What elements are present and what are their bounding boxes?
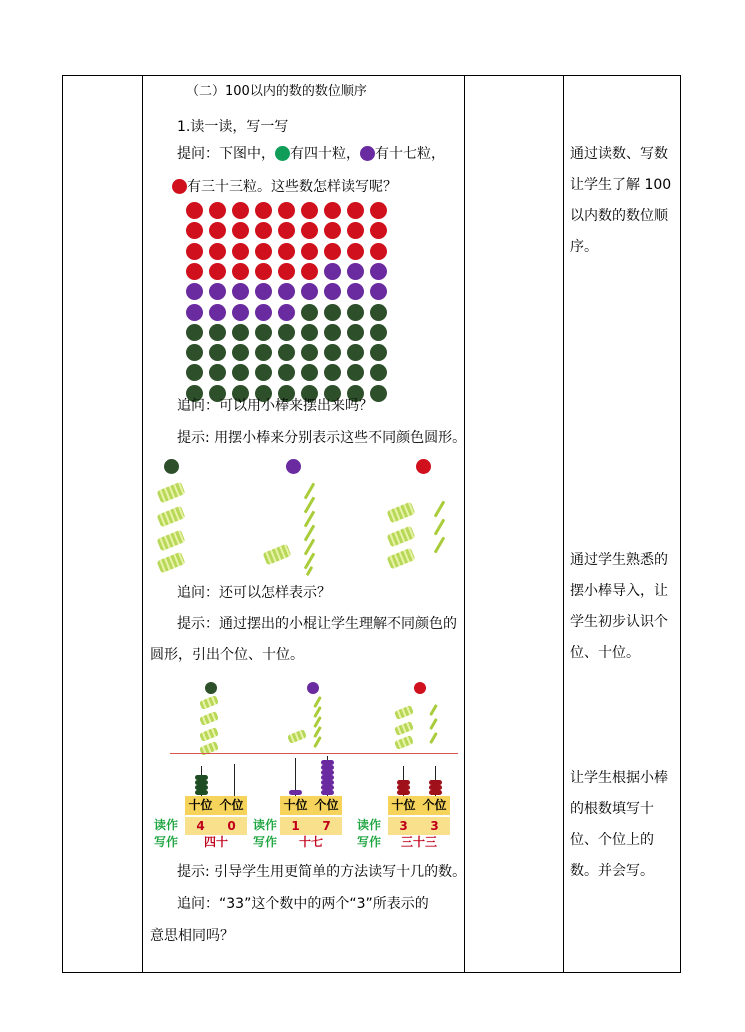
follow-up-1: 追问：可以用小棒来摆出来吗？ bbox=[177, 398, 373, 414]
stick-bundle-icon bbox=[394, 735, 414, 750]
purple-dot bbox=[232, 283, 249, 300]
place-value-table-1 bbox=[185, 796, 247, 835]
green-dot bbox=[347, 304, 364, 321]
stick-icon bbox=[429, 732, 438, 744]
red-dot bbox=[209, 222, 226, 239]
column-divider bbox=[142, 76, 143, 972]
green-dot bbox=[347, 364, 364, 381]
hint-2-line-2: 圆形，引出个位、十位。 bbox=[150, 647, 304, 663]
purple-dot bbox=[255, 304, 272, 321]
purple-dot bbox=[186, 283, 203, 300]
column-divider bbox=[563, 76, 564, 972]
stick-bundle-icon bbox=[387, 502, 416, 524]
ones-digit: 0 bbox=[227, 819, 236, 833]
purple-dot bbox=[278, 304, 295, 321]
question-line-2 bbox=[172, 177, 397, 197]
red-dot bbox=[186, 263, 203, 280]
green-dot bbox=[255, 344, 272, 361]
red-dot bbox=[278, 243, 295, 260]
red-dot bbox=[255, 243, 272, 260]
design-note-1: 通过读数、写数让学生了解 100 以内数的数位顺序。 bbox=[570, 146, 672, 255]
number-words: 三十三 bbox=[400, 835, 437, 849]
read-label: 读作 bbox=[357, 818, 382, 832]
green-dot bbox=[347, 344, 364, 361]
red-dot bbox=[278, 222, 295, 239]
purple-dot bbox=[324, 283, 341, 300]
tens-digit: 1 bbox=[291, 819, 300, 833]
purple-ball-icon bbox=[286, 459, 301, 474]
stick-bundle-icon bbox=[287, 729, 307, 744]
red-dot bbox=[209, 243, 226, 260]
purple-dot bbox=[278, 283, 295, 300]
red-dot bbox=[370, 222, 387, 239]
purple-dot bbox=[324, 263, 341, 280]
abacus-bead bbox=[321, 790, 334, 795]
write-label: 写作 bbox=[154, 835, 179, 849]
write-label: 写作 bbox=[357, 835, 382, 849]
red-dot-icon bbox=[172, 179, 187, 194]
stick-bundle-icon bbox=[199, 711, 219, 726]
write-label: 写作 bbox=[253, 835, 278, 849]
question-text-2: 有三十三粒。这些数怎样读写呢？ bbox=[187, 179, 397, 195]
subtitle: 1.读一读，写一写 bbox=[177, 119, 289, 135]
stick-icon bbox=[429, 718, 438, 730]
read-label: 读作 bbox=[253, 818, 278, 832]
purple-dot bbox=[232, 304, 249, 321]
red-dot bbox=[301, 263, 318, 280]
ones-header: 个位 bbox=[422, 798, 447, 812]
red-dot bbox=[232, 222, 249, 239]
stick-bundle-icon bbox=[394, 705, 414, 720]
place-value-table-2 bbox=[280, 796, 342, 835]
green-dot bbox=[209, 324, 226, 341]
abacus-bead bbox=[195, 790, 208, 795]
green-dot bbox=[232, 344, 249, 361]
green-dot bbox=[370, 364, 387, 381]
red-dot bbox=[209, 263, 226, 280]
stick-bundle-icon bbox=[394, 721, 414, 736]
red-dot bbox=[301, 222, 318, 239]
green-dot bbox=[255, 364, 272, 381]
red-dot bbox=[324, 202, 341, 219]
tens-header: 十位 bbox=[391, 798, 416, 812]
question-line-1 bbox=[177, 144, 445, 164]
purple-dot bbox=[255, 283, 272, 300]
purple-dot bbox=[347, 283, 364, 300]
section-title: （二）100以内的数的数位顺序 bbox=[186, 84, 367, 99]
stick-bundle-icon bbox=[387, 526, 416, 548]
stick-icon bbox=[429, 704, 438, 716]
green-dot bbox=[209, 344, 226, 361]
hint-3: 提示: 引导学生用更简单的方法读写十几的数。 bbox=[177, 864, 467, 880]
purple-ball-icon bbox=[307, 682, 319, 694]
ones-header: 个位 bbox=[314, 798, 339, 812]
red-dot bbox=[370, 202, 387, 219]
green-dot bbox=[278, 364, 295, 381]
stick-bundle-icon bbox=[387, 548, 416, 570]
purple-dot bbox=[186, 304, 203, 321]
green-dot bbox=[209, 364, 226, 381]
red-dot bbox=[324, 243, 341, 260]
hint-1: 提示: 用摆小棒来分别表示这些不同颜色圆形。 bbox=[177, 430, 467, 446]
green-ball-icon bbox=[164, 459, 179, 474]
stick-bundle-icon bbox=[199, 695, 219, 710]
green-dot bbox=[301, 364, 318, 381]
green-ball-icon bbox=[205, 682, 217, 694]
place-value-illustration bbox=[150, 676, 460, 856]
place-value-table-3 bbox=[388, 796, 450, 835]
purple-dot bbox=[370, 263, 387, 280]
purple-dot-icon bbox=[360, 146, 375, 161]
green-dot bbox=[301, 324, 318, 341]
stick-icon bbox=[313, 736, 322, 748]
red-dot bbox=[347, 243, 364, 260]
red-dot bbox=[324, 222, 341, 239]
design-note-3: 让学生根据小棒的根数填写十位、个位上的数。并会写。 bbox=[570, 770, 668, 879]
red-dot bbox=[232, 202, 249, 219]
purple-dot bbox=[370, 283, 387, 300]
green-dot bbox=[232, 364, 249, 381]
stick-bundle-icon bbox=[157, 482, 186, 504]
red-dot bbox=[301, 243, 318, 260]
ones-digit: 7 bbox=[322, 819, 331, 833]
abacus-bead bbox=[397, 790, 410, 795]
green-dot bbox=[324, 364, 341, 381]
red-dot bbox=[347, 202, 364, 219]
green-dot bbox=[301, 344, 318, 361]
green-dot bbox=[324, 304, 341, 321]
tens-header: 十位 bbox=[188, 798, 213, 812]
purple-dot bbox=[301, 283, 318, 300]
baseline-divider bbox=[170, 753, 458, 754]
red-dot bbox=[209, 202, 226, 219]
stick-bundle-icon bbox=[263, 544, 292, 566]
stick-icon bbox=[434, 536, 446, 553]
question-text-a: 提问：下图中， bbox=[177, 146, 275, 162]
tens-header: 十位 bbox=[283, 798, 308, 812]
red-ball-icon bbox=[416, 459, 431, 474]
ones-header: 个位 bbox=[219, 798, 244, 812]
column-divider bbox=[464, 76, 465, 972]
green-dot bbox=[347, 324, 364, 341]
green-dot bbox=[278, 324, 295, 341]
green-dot bbox=[301, 304, 318, 321]
read-label: 读作 bbox=[154, 818, 179, 832]
green-dot bbox=[186, 364, 203, 381]
green-dot bbox=[255, 324, 272, 341]
red-dot bbox=[186, 243, 203, 260]
number-words: 十七 bbox=[298, 835, 323, 849]
green-dot bbox=[324, 324, 341, 341]
red-dot bbox=[186, 222, 203, 239]
red-dot bbox=[232, 263, 249, 280]
follow-up-2: 追问：还可以怎样表示？ bbox=[177, 585, 331, 601]
red-dot bbox=[232, 243, 249, 260]
tens-digit: 4 bbox=[196, 819, 205, 833]
red-dot bbox=[255, 202, 272, 219]
red-dot bbox=[278, 263, 295, 280]
green-dot bbox=[186, 324, 203, 341]
stick-bundle-icon bbox=[157, 552, 186, 574]
tens-digit: 3 bbox=[399, 819, 408, 833]
purple-dot bbox=[209, 304, 226, 321]
red-dot bbox=[255, 222, 272, 239]
dot-grid bbox=[186, 202, 396, 384]
green-dot bbox=[370, 344, 387, 361]
abacus-rod bbox=[234, 764, 235, 796]
green-dot bbox=[370, 324, 387, 341]
number-words: 四十 bbox=[203, 835, 228, 849]
red-ball-icon bbox=[414, 682, 426, 694]
stick-illustration-1 bbox=[150, 452, 460, 577]
green-dot bbox=[186, 344, 203, 361]
green-dot bbox=[370, 304, 387, 321]
purple-dot bbox=[209, 283, 226, 300]
follow-up-3-line-1: 追问：“33”这个数中的两个“3”所表示的 bbox=[177, 896, 429, 912]
red-dot bbox=[186, 202, 203, 219]
red-dot bbox=[347, 222, 364, 239]
purple-dot bbox=[347, 263, 364, 280]
red-dot bbox=[255, 263, 272, 280]
red-dot bbox=[301, 202, 318, 219]
ones-digit: 3 bbox=[430, 819, 439, 833]
follow-up-3-line-2: 意思相同吗？ bbox=[150, 928, 234, 944]
stick-bundle-icon bbox=[199, 727, 219, 742]
green-dot-icon bbox=[275, 146, 290, 161]
stick-bundle-icon bbox=[157, 506, 186, 528]
red-dot bbox=[278, 202, 295, 219]
green-dot bbox=[232, 324, 249, 341]
abacus-bead bbox=[289, 790, 302, 795]
question-text-c: 有十七粒， bbox=[375, 146, 445, 162]
stick-bundle-icon bbox=[157, 530, 186, 552]
stick-icon bbox=[434, 500, 446, 517]
red-dot bbox=[370, 243, 387, 260]
stick-icon bbox=[434, 518, 446, 535]
hint-2-line-1: 提示：通过摆出的小棍让学生理解不同颜色的 bbox=[177, 616, 457, 632]
question-text-b: 有四十粒， bbox=[290, 146, 360, 162]
green-dot bbox=[278, 344, 295, 361]
abacus-bead bbox=[429, 790, 442, 795]
green-dot bbox=[324, 344, 341, 361]
design-note-2: 通过学生熟悉的摆小棒导入，让学生初步认识个位、十位。 bbox=[570, 552, 668, 661]
